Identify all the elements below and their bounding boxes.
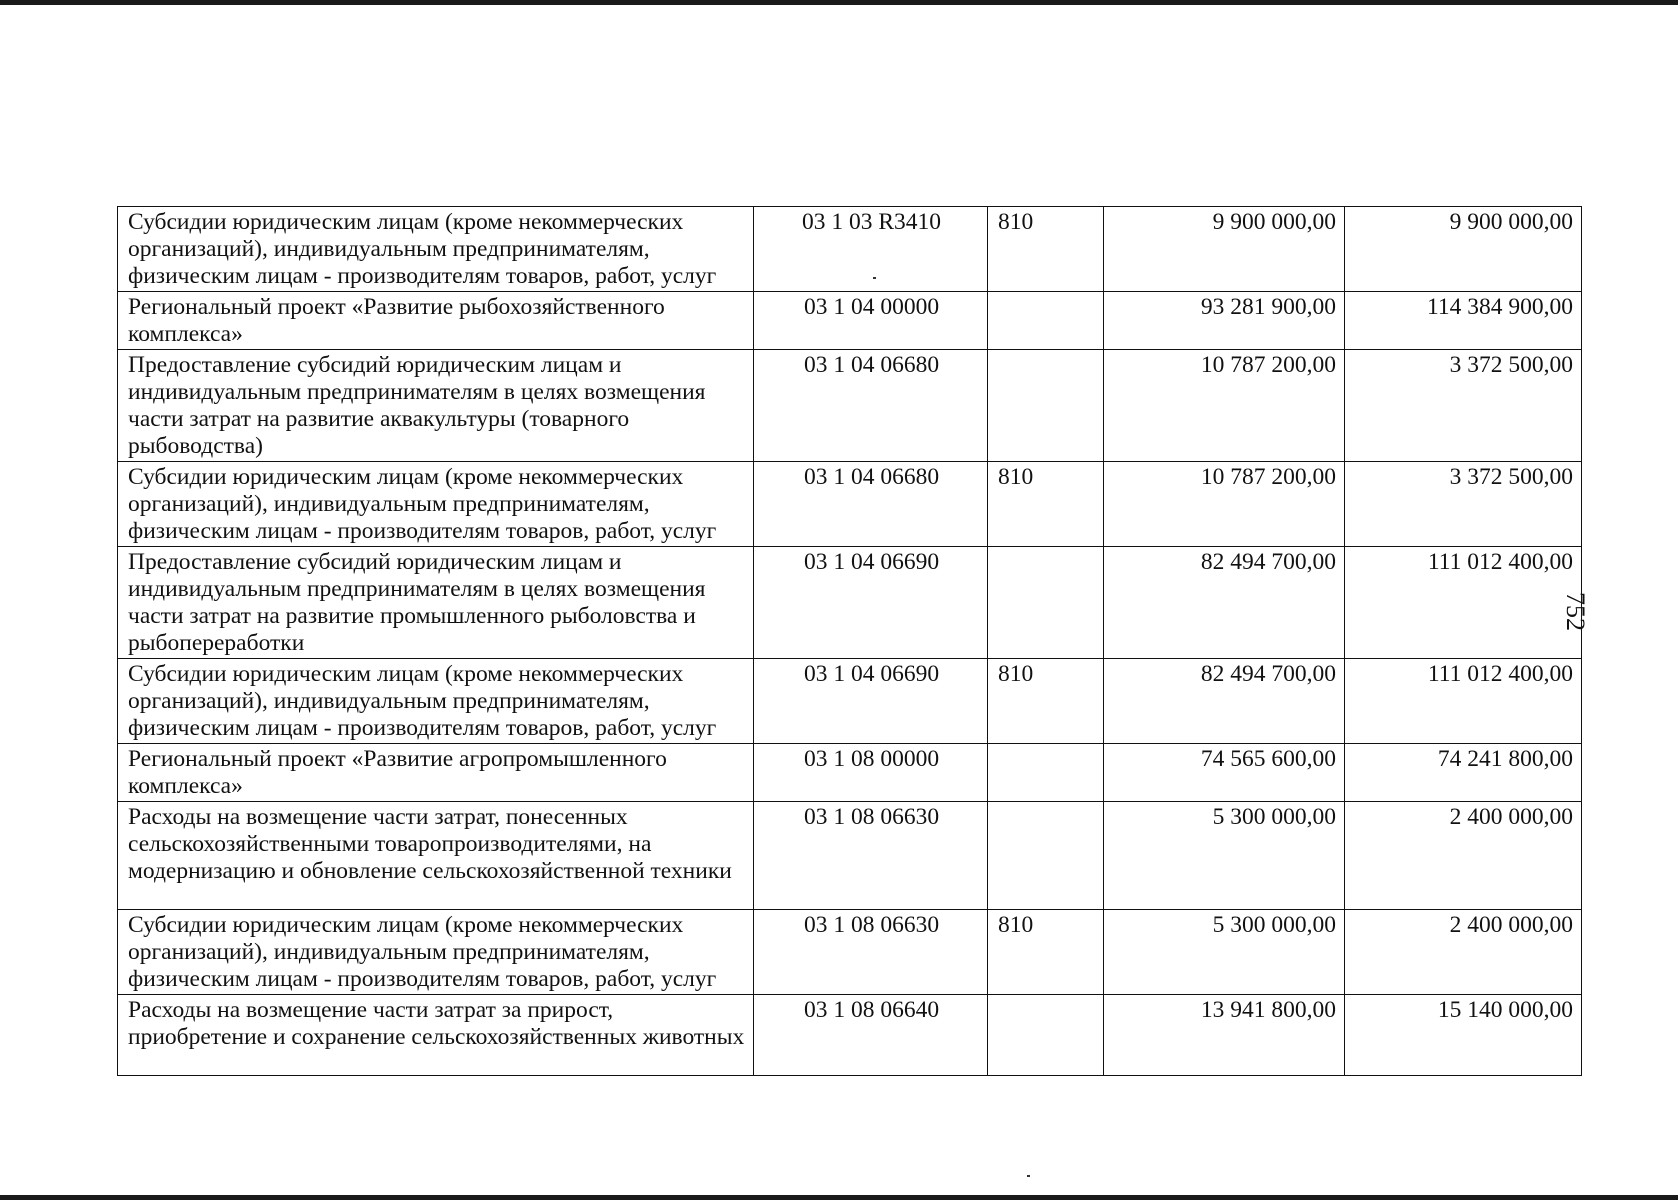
row-name-cell: Предоставление субсидий юридическим лицам и индивидуальным предпринимателям в целях возмещения части затрат на развитие промышленного рыболовства и рыбопереработки xyxy=(118,547,754,659)
row-expense-type-cell xyxy=(988,744,1104,802)
row-expense-type-cell xyxy=(988,350,1104,462)
row-amount-2-cell: 111 012 400,00 xyxy=(1345,659,1582,744)
row-amount-2-cell: 74 241 800,00 xyxy=(1345,744,1582,802)
row-expense-type-cell xyxy=(988,547,1104,659)
row-code-cell: 03 1 04 00000 xyxy=(754,292,988,350)
row-amount-2-cell: 111 012 400,00 xyxy=(1345,547,1582,659)
row-code-cell: 03 1 03 R3410 xyxy=(754,207,988,292)
table-row xyxy=(118,659,1582,744)
row-name-cell: Субсидии юридическим лицам (кроме некоммерческих организаций), индивидуальным предпринимателям, физическим лицам - производителям товаров, работ, услуг xyxy=(118,462,754,547)
row-expense-type-cell: 810 xyxy=(988,659,1104,744)
budget-table xyxy=(117,206,1582,1076)
row-code-cell: 03 1 04 06690 xyxy=(754,659,988,744)
row-code-cell: 03 1 08 06630 xyxy=(754,802,988,910)
row-expense-type-cell xyxy=(988,995,1104,1076)
scan-speck xyxy=(873,277,876,279)
table-row xyxy=(118,910,1582,995)
row-amount-2-cell: 15 140 000,00 xyxy=(1345,995,1582,1076)
row-amount-1-cell: 5 300 000,00 xyxy=(1104,802,1345,910)
scan-edge-top xyxy=(0,0,1678,5)
row-amount-1-cell: 10 787 200,00 xyxy=(1104,462,1345,547)
page-number: 752 xyxy=(1561,592,1590,631)
row-amount-2-cell: 2 400 000,00 xyxy=(1345,910,1582,995)
row-amount-1-cell: 82 494 700,00 xyxy=(1104,547,1345,659)
row-amount-2-cell: 9 900 000,00 xyxy=(1345,207,1582,292)
row-code-cell: 03 1 08 06640 xyxy=(754,995,988,1076)
row-name-cell: Субсидии юридическим лицам (кроме некоммерческих организаций), индивидуальным предпринимателям, физическим лицам - производителям товаров, работ, услуг xyxy=(118,910,754,995)
row-amount-1-cell: 93 281 900,00 xyxy=(1104,292,1345,350)
row-amount-1-cell: 9 900 000,00 xyxy=(1104,207,1345,292)
row-expense-type-cell xyxy=(988,292,1104,350)
row-name-cell: Региональный проект «Развитие агропромышленного комплекса» xyxy=(118,744,754,802)
row-amount-1-cell: 74 565 600,00 xyxy=(1104,744,1345,802)
row-amount-1-cell: 5 300 000,00 xyxy=(1104,910,1345,995)
row-name-cell: Расходы на возмещение части затрат за прирост, приобретение и сохранение сельскохозяйственных животных xyxy=(118,995,754,1076)
table-row xyxy=(118,462,1582,547)
row-amount-2-cell: 114 384 900,00 xyxy=(1345,292,1582,350)
budget-table-body xyxy=(118,207,1582,1076)
row-expense-type-cell: 810 xyxy=(988,207,1104,292)
table-row xyxy=(118,207,1582,292)
table-row xyxy=(118,744,1582,802)
row-name-cell: Субсидии юридическим лицам (кроме некоммерческих организаций), индивидуальным предпринимателям, физическим лицам - производителям товаров, работ, услуг xyxy=(118,207,754,292)
row-amount-1-cell: 10 787 200,00 xyxy=(1104,350,1345,462)
row-name-cell: Региональный проект «Развитие рыбохозяйственного комплекса» xyxy=(118,292,754,350)
table-row xyxy=(118,802,1582,910)
table-row xyxy=(118,350,1582,462)
row-code-cell: 03 1 04 06680 xyxy=(754,462,988,547)
row-expense-type-cell: 810 xyxy=(988,462,1104,547)
row-code-cell: 03 1 08 06630 xyxy=(754,910,988,995)
row-expense-type-cell: 810 xyxy=(988,910,1104,995)
row-amount-1-cell: 82 494 700,00 xyxy=(1104,659,1345,744)
row-name-cell: Субсидии юридическим лицам (кроме некоммерческих организаций), индивидуальным предпринимателям, физическим лицам - производителям товаров, работ, услуг xyxy=(118,659,754,744)
row-amount-2-cell: 3 372 500,00 xyxy=(1345,462,1582,547)
table-row xyxy=(118,292,1582,350)
row-code-cell: 03 1 04 06680 xyxy=(754,350,988,462)
row-code-cell: 03 1 08 00000 xyxy=(754,744,988,802)
row-name-cell: Предоставление субсидий юридическим лицам и индивидуальным предпринимателям в целях возмещения части затрат на развитие аквакультуры (товарного рыбоводства) xyxy=(118,350,754,462)
row-name-cell: Расходы на возмещение части затрат, понесенных сельскохозяйственными товаропроизводителями, на модернизацию и обновление сельскохозяйственной техники xyxy=(118,802,754,910)
scan-edge-bottom xyxy=(0,1195,1678,1200)
row-expense-type-cell xyxy=(988,802,1104,910)
row-amount-1-cell: 13 941 800,00 xyxy=(1104,995,1345,1076)
scan-speck xyxy=(1027,1175,1030,1177)
row-code-cell: 03 1 04 06690 xyxy=(754,547,988,659)
table-row xyxy=(118,547,1582,659)
table-row xyxy=(118,995,1582,1076)
row-amount-2-cell: 3 372 500,00 xyxy=(1345,350,1582,462)
row-amount-2-cell: 2 400 000,00 xyxy=(1345,802,1582,910)
